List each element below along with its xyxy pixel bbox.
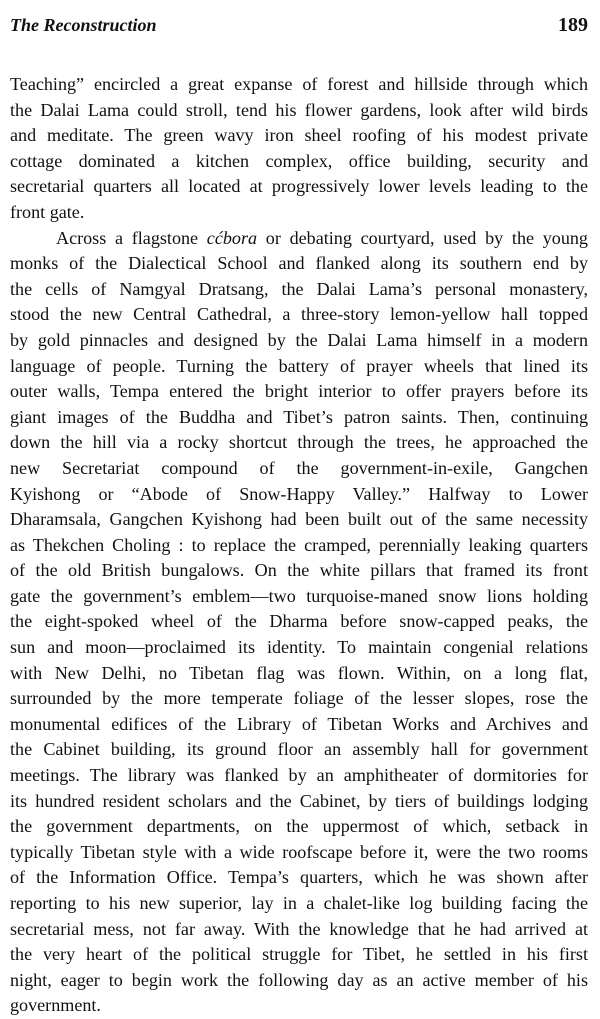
text-line: and meditate. The green wavy iron sheel roofing of his modest private	[10, 125, 588, 146]
text-line: outer walls, Tempa entered the bright interior to offer prayers before its	[10, 381, 588, 402]
text-line: of the Information Office. Tempa’s quarters, which he was shown after	[10, 867, 588, 888]
text-line: Kyishong or “Abode of Snow-Happy Valley.” Halfway to Lower	[10, 483, 588, 504]
text-line: monks of the Dialectical School and flanked along its southern end by	[10, 253, 588, 274]
text-line: the eight-spoked wheel of the Dharma before snow-capped peaks, the	[10, 611, 588, 632]
text-line: night, eager to begin work the following day as an active member of his	[10, 969, 588, 990]
text-line: surrounded by the more temperate foliage of the lesser slopes, rose the	[10, 688, 588, 709]
text-line: front gate.	[10, 201, 85, 222]
text-line: giant images of the Buddha and Tibet’s patron saints. Then, continuing	[10, 406, 588, 427]
text-line: stood the new Central Cathedral, a three-story lemon-yellow hall topped	[10, 304, 588, 325]
running-title: The Reconstruction	[10, 15, 157, 35]
text-line: Across a flagstone cćbora or debating courtyard, used by the young	[56, 227, 588, 248]
text-line: language of people. Turning the battery of prayer wheels that lined its	[10, 355, 588, 376]
text-line: sun and moon—proclaimed its identity. To maintain congenial relations	[10, 637, 588, 658]
text-line: typically Tibetan style with a wide roofscape before it, were the two rooms	[10, 841, 588, 862]
text-line: down the hill via a rocky shortcut through the trees, he approached the	[10, 432, 588, 453]
text-line: of the old British bungalows. On the white pillars that framed its front	[10, 560, 588, 581]
text-line: gate the government’s emblem—two turquoise-maned snow lions holding	[10, 585, 588, 606]
text-line: the cells of Namgyal Dratsang, the Dalai Lama’s personal monastery,	[10, 278, 588, 299]
text-line: the government departments, on the uppermost of which, setback in	[10, 816, 588, 837]
text-line: the Dalai Lama could stroll, tend his flower gardens, look after wild birds	[10, 99, 588, 120]
text-line: reporting to his new superior, lay in a chalet-like log building facing the	[10, 893, 588, 913]
text-line: secretarial mess, not far away. With the knowledge that he had arrived at	[10, 918, 588, 939]
page-number: 189	[558, 14, 588, 36]
text-line: Teaching” encircled a great expanse of forest and hillside through which	[10, 74, 588, 94]
text-line: government.	[10, 995, 101, 1016]
text-line: the very heart of the political struggle for Tibet, he settled in his first	[10, 944, 588, 965]
running-header	[10, 14, 588, 44]
italic-term: cćbora	[206, 227, 258, 248]
text-line: meetings. The library was flanked by an amphitheater of dormitories for	[10, 765, 588, 786]
text-line: Dharamsala, Gangchen Kyishong had been built out of the same necessity	[10, 509, 588, 530]
text-line: new Secretariat compound of the government-in-exile, Gangchen	[10, 457, 588, 478]
body-text	[10, 72, 588, 1019]
text-line: cottage dominated a kitchen complex, office building, security and	[10, 150, 588, 171]
paragraph	[10, 72, 588, 226]
text-line: the Cabinet building, its ground floor an assembly hall for government	[10, 739, 588, 760]
text-line: secretarial quarters all located at progressively lower levels leading to the	[10, 176, 588, 197]
text-line: with New Delhi, no Tibetan flag was flown. Within, on a long flat,	[10, 662, 588, 683]
text-line: as Thekchen Choling : to replace the cramped, perennially leaking quarters	[10, 534, 588, 555]
text-line: monumental edifices of the Library of Tibetan Works and Archives and	[10, 713, 588, 734]
paragraph	[10, 226, 588, 1019]
text-line: its hundred resident scholars and the Cabinet, by tiers of buildings lodging	[10, 790, 588, 811]
text-line: by gold pinnacles and designed by the Dalai Lama himself in a modern	[10, 329, 588, 350]
